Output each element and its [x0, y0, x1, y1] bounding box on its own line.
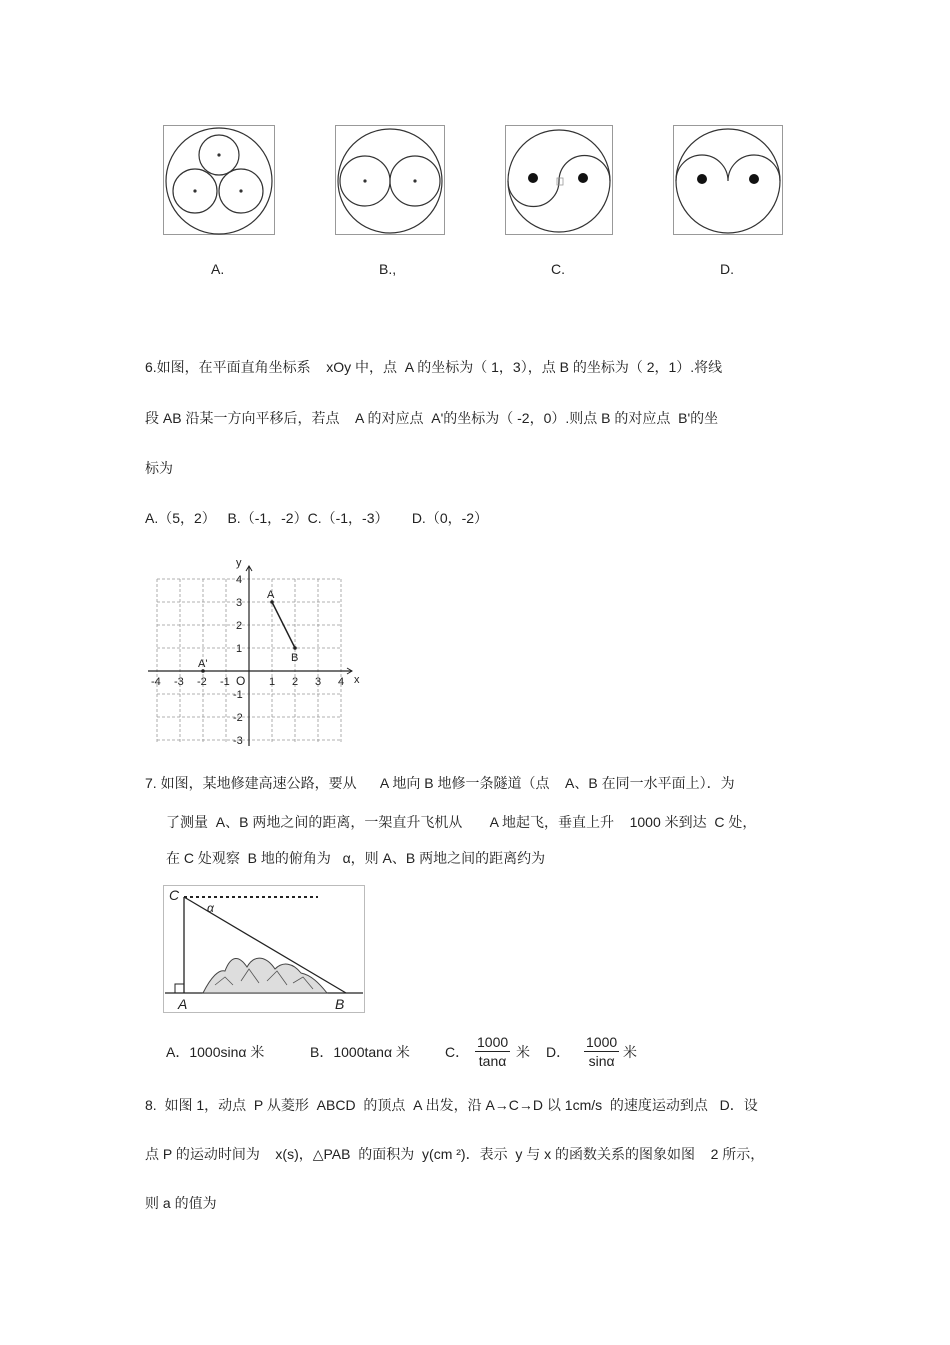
- q6-x-tick: 2: [292, 676, 299, 688]
- q7-option-c-denominator: tanα: [478, 1053, 507, 1069]
- q6-coordinate-graph: [140, 552, 370, 750]
- q7-label-c: C: [169, 887, 180, 903]
- q6-origin-label: O: [236, 674, 246, 688]
- q6-text-line-2: 段 AB 沿某一方向平移后，若点 A 的对应点 A'的坐标为（ -2，0）.则点 B 的对应点 B'的坐: [145, 410, 719, 426]
- q7-text-line-1: 7. 如图，某地修建高速公路，要从 A 地向 B 地修一条隧道（点 A、B 在同一水平面上）．为: [145, 775, 735, 791]
- q7-option-d-denominator: sinα: [588, 1053, 615, 1069]
- q7-option-d-fraction: [584, 1033, 619, 1070]
- q6-y-axis-label: y: [236, 557, 242, 569]
- q6-x-tick: 1: [269, 676, 276, 688]
- q7-option-d-unit: 米: [623, 1044, 637, 1060]
- q7-text-line-2: 了测量 A、B 两地之间的距离，一架直升飞机从 A 地起飞，垂直上升 1000 米到达 C 处，: [166, 814, 757, 830]
- q5-option-a-label: A.: [211, 261, 225, 277]
- q7-option-d-prefix: D．: [546, 1044, 571, 1060]
- q8-text-line-1: 8. 如图 1，动点 P 从菱形 ABCD 的顶点 A 出发，沿 A→C→D 以 1cm/s 的速度运动到点 D．设: [145, 1097, 758, 1113]
- q5-option-c-label: C.: [551, 261, 565, 277]
- q5-figure-b: [335, 125, 445, 235]
- q5-figure-d: [673, 125, 783, 235]
- q6-x-tick: 4: [338, 676, 345, 688]
- q7-option-d-numerator: 1000: [586, 1034, 618, 1050]
- q6-point-b-label: B: [291, 652, 299, 664]
- q7-option-c-numerator: 1000: [477, 1034, 509, 1050]
- q7-option-b: B．1000tanα 米: [310, 1044, 410, 1060]
- q6-y-tick: 1: [236, 643, 243, 655]
- q6-y-tick: 4: [236, 574, 243, 586]
- q6-text-line-3: 标为: [145, 460, 173, 476]
- q7-option-c-fraction: [475, 1033, 510, 1070]
- q7-label-a: A: [178, 996, 188, 1012]
- q7-label-alpha: α: [207, 901, 214, 915]
- q6-y-tick: -1: [233, 689, 243, 701]
- q6-x-axis-label: x: [354, 674, 360, 686]
- q7-text-line-3: 在 C 处观察 B 地的俯角为 α，则 A、B 两地之间的距离约为: [166, 850, 546, 866]
- q6-y-tick: 3: [236, 597, 243, 609]
- q6-x-tick: -1: [220, 676, 230, 688]
- q6-x-tick: -2: [197, 676, 207, 688]
- q7-option-c-prefix: C．: [445, 1044, 470, 1060]
- q6-x-tick: 3: [315, 676, 322, 688]
- q6-x-tick: -4: [151, 676, 161, 688]
- q6-y-tick: -2: [233, 712, 243, 724]
- q5-figure-a: [163, 125, 275, 235]
- q7-triangle-figure: [163, 885, 365, 1013]
- q5-figure-c: [505, 125, 613, 235]
- q7-option-a: A．1000sinα 米: [166, 1044, 265, 1060]
- q8-text-line-3: 则 a 的值为: [145, 1195, 217, 1211]
- q5-option-b-label: B.,: [379, 261, 397, 277]
- q6-x-tick: -3: [174, 676, 184, 688]
- q5-option-d-label: D.: [720, 261, 734, 277]
- q6-options: A.（5，2） B.（-1，-2）C.（-1，-3） D.（0，-2）: [145, 510, 489, 526]
- q6-text-line-1: 6.如图，在平面直角坐标系 xOy 中，点 A 的坐标为（ 1，3），点 B 的坐标为（ 2，1）.将线: [145, 359, 723, 375]
- q8-text-line-2: 点 P 的运动时间为 x(s)，△PAB 的面积为 y(cm ²)．表示 y 与 x 的函数关系的图象如图 2 所示，: [145, 1146, 765, 1162]
- q7-option-c-unit: 米: [516, 1044, 530, 1060]
- q7-label-b: B: [335, 996, 345, 1012]
- q6-y-tick: 2: [236, 620, 243, 632]
- q6-point-a-prime-label: A': [198, 658, 208, 670]
- q6-point-a-label: A: [267, 589, 275, 601]
- q6-y-tick: -3: [233, 735, 243, 747]
